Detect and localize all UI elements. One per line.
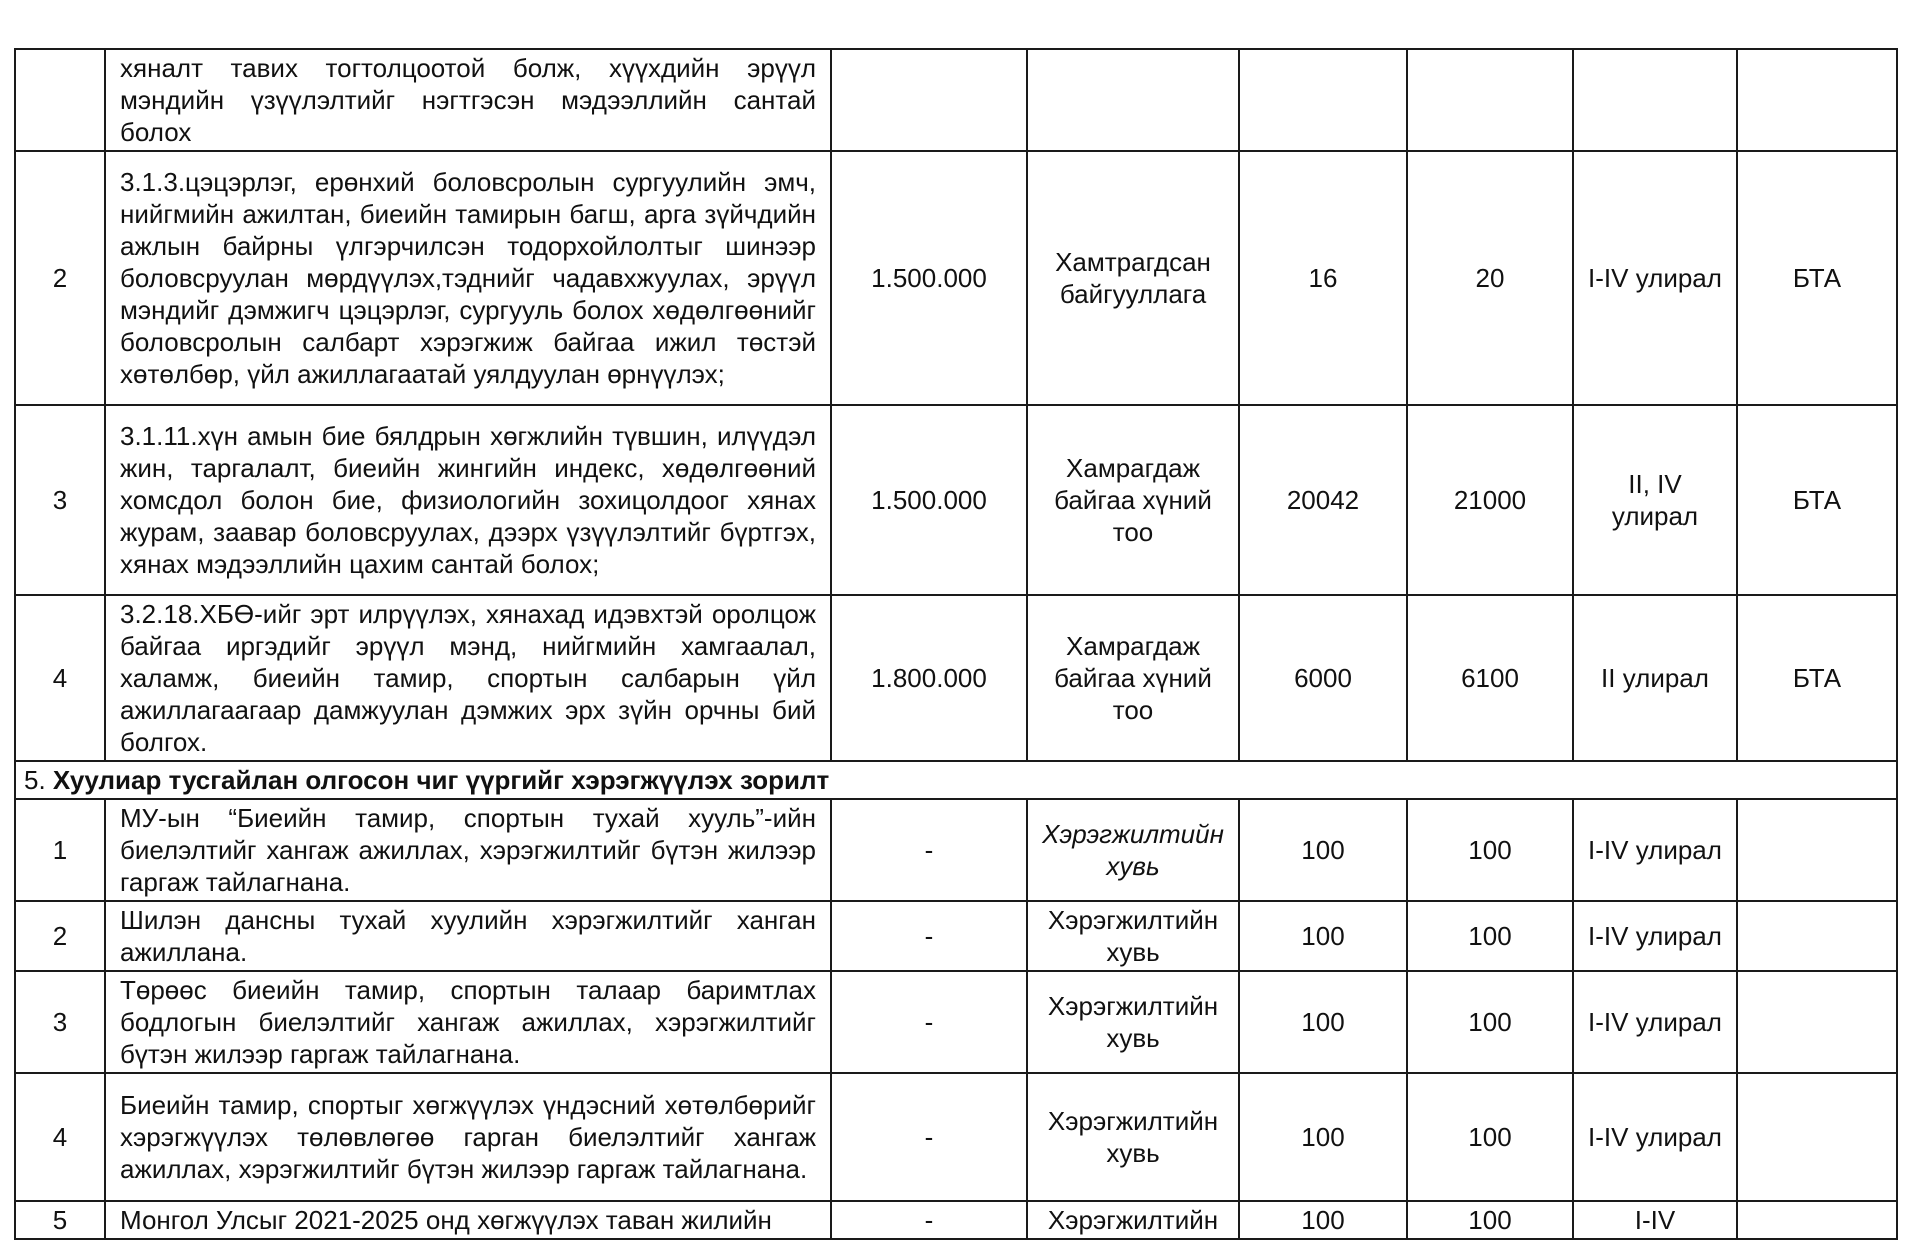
activity-description-cell: Монгол Улсыг 2021-2025 онд хөгжүүлэх таван жилийн [105, 1201, 831, 1239]
budget-amount-cell: - [831, 901, 1027, 971]
performance-indicator-cell: Хэрэгжилтийн хувь [1027, 901, 1239, 971]
responsible-unit-cell: БТА [1737, 405, 1897, 595]
timeline-cell: II, IV улирал [1573, 405, 1737, 595]
section-title: Хуулиар тусгайлан олгосон чиг үүргийг хэрэгжүүлэх зорилт [52, 765, 830, 795]
section-number: 5. [24, 765, 53, 795]
responsible-unit-cell [1737, 1201, 1897, 1239]
target-value-cell: 100 [1407, 901, 1573, 971]
performance-indicator-cell: Хэрэгжилтийн [1027, 1201, 1239, 1239]
row-number-cell: 4 [15, 1073, 105, 1201]
baseline-value-cell: 100 [1239, 971, 1407, 1073]
table-row [15, 971, 1897, 1073]
row-number-cell: 4 [15, 595, 105, 761]
row-number-cell: 1 [15, 799, 105, 901]
row-number-cell: 5 [15, 1201, 105, 1239]
performance-indicator-cell: Хамрагдаж байгаа хүний тоо [1027, 595, 1239, 761]
baseline-value-cell [1239, 49, 1407, 151]
responsible-unit-cell: БТА [1737, 595, 1897, 761]
target-value-cell: 100 [1407, 799, 1573, 901]
performance-indicator-cell: Хэрэгжилтийн хувь [1027, 971, 1239, 1073]
target-value-cell: 20 [1407, 151, 1573, 405]
row-number-cell: 3 [15, 971, 105, 1073]
target-value-cell: 100 [1407, 971, 1573, 1073]
activity-description-cell: Төрөөс биеийн тамир, спортын талаар баримтлах бодлогын биелэлтийг хангаж ажиллах, хэрэгжилтийг бүтэн жилээр гаргаж тайлагнана. [105, 971, 831, 1073]
table-row [15, 595, 1897, 761]
responsible-unit-cell [1737, 1073, 1897, 1201]
responsible-unit-cell [1737, 901, 1897, 971]
timeline-cell: I-IV улирал [1573, 971, 1737, 1073]
table-row [15, 799, 1897, 901]
performance-indicator-cell: Хамтрагдсан байгууллага [1027, 151, 1239, 405]
target-value-cell: 100 [1407, 1201, 1573, 1239]
baseline-value-cell: 20042 [1239, 405, 1407, 595]
activity-description-cell: МУ-ын “Биеийн тамир, спортын тухай хууль”-ийн биелэлтийг хангаж ажиллах, хэрэгжилтийг бүтэн жилээр гаргаж тайлагнана. [105, 799, 831, 901]
performance-indicator-cell: Хамрагдаж байгаа хүний тоо [1027, 405, 1239, 595]
table-row [15, 151, 1897, 405]
section-header [15, 761, 1897, 799]
responsible-unit-cell [1737, 799, 1897, 901]
target-value-cell [1407, 49, 1573, 151]
row-number-cell: 2 [15, 901, 105, 971]
timeline-cell: II улирал [1573, 595, 1737, 761]
budget-amount-cell: 1.500.000 [831, 151, 1027, 405]
document-page [14, 48, 1896, 1240]
budget-amount-cell [831, 49, 1027, 151]
table-row [15, 1073, 1897, 1201]
row-number-cell: 3 [15, 405, 105, 595]
responsible-unit-cell: БТА [1737, 151, 1897, 405]
budget-amount-cell: 1.800.000 [831, 595, 1027, 761]
table-row [15, 405, 1897, 595]
row-number-cell [15, 49, 105, 151]
target-value-cell: 6100 [1407, 595, 1573, 761]
budget-amount-cell: - [831, 1201, 1027, 1239]
timeline-cell: I-IV улирал [1573, 1073, 1737, 1201]
baseline-value-cell: 100 [1239, 1201, 1407, 1239]
activity-description-cell: Биеийн тамир, спортыг хөгжүүлэх үндэсний хөтөлбөрийг хэрэгжүүлэх төлөвлөгөө гарган биелэлтийг хангаж ажиллах, хэрэгжилтийг бүтэн жилээр гаргаж тайлагнана. [105, 1073, 831, 1201]
table-row [15, 1201, 1897, 1239]
responsible-unit-cell [1737, 971, 1897, 1073]
activity-description-cell: 3.1.11.хүн амын бие бялдрын хөгжлийн түвшин, илүүдэл жин, таргалалт, биеийн жингийн индекс, хөдөлгөөний хомсдол болон бие, физиологийн зохицолдоог хянах журам, заавар боловсруулах, дээрх үзүүлэлтийг бүртгэх, хянах мэдээллийн цахим сантай болох; [105, 405, 831, 595]
table-row [15, 901, 1897, 971]
activity-description-cell: Шилэн дансны тухай хуулийн хэрэгжилтийг ханган ажиллана. [105, 901, 831, 971]
activity-description-cell: 3.1.3.цэцэрлэг, ерөнхий боловсролын сургуулийн эмч, нийгмийн ажилтан, биеийн тамирын багш, арга зүйчдийн ажлын байрны үлгэрчилсэн тодорхойлолтыг шинээр боловсруулан мөрдүүлэх,тэднийг чадавхжуулах, эрүүл мэндийг дэмжигч цэцэрлэг, сургууль болох хөдөлгөөнийг боловсролын салбарт хэрэгжиж байгаа ижил төстэй хөтөлбөр, үйл ажиллагаатай уялдуулан өрнүүлэх; [105, 151, 831, 405]
budget-amount-cell: - [831, 971, 1027, 1073]
timeline-cell: I-IV улирал [1573, 901, 1737, 971]
budget-amount-cell: 1.500.000 [831, 405, 1027, 595]
responsible-unit-cell [1737, 49, 1897, 151]
target-value-cell: 21000 [1407, 405, 1573, 595]
action-plan-table [14, 48, 1898, 1240]
section-header-row [15, 761, 1897, 799]
timeline-cell: I-IV [1573, 1201, 1737, 1239]
baseline-value-cell: 100 [1239, 1073, 1407, 1201]
budget-amount-cell: - [831, 799, 1027, 901]
performance-indicator-cell [1027, 49, 1239, 151]
performance-indicator-cell: Хэрэгжилтийн хувь [1027, 799, 1239, 901]
activity-description-cell: хяналт тавих тогтолцоотой болж, хүүхдийн эрүүл мэндийн үзүүлэлтийг нэгтгэсэн мэдээллийн сантай болох [105, 49, 831, 151]
performance-indicator-cell: Хэрэгжилтийн хувь [1027, 1073, 1239, 1201]
row-number-cell: 2 [15, 151, 105, 405]
budget-amount-cell: - [831, 1073, 1027, 1201]
timeline-cell [1573, 49, 1737, 151]
activity-description-cell: 3.2.18.ХБӨ-ийг эрт илрүүлэх, хянахад идэвхтэй оролцож байгаа иргэдийг эрүүл мэнд, нийгмийн хамгаалал, халамж, биеийн тамир, спортын салбарын үйл ажиллагаагаар дамжуулан дэмжих эрх зүйн орчны бий болгох. [105, 595, 831, 761]
baseline-value-cell: 100 [1239, 901, 1407, 971]
table-row [15, 49, 1897, 151]
baseline-value-cell: 100 [1239, 799, 1407, 901]
baseline-value-cell: 16 [1239, 151, 1407, 405]
target-value-cell: 100 [1407, 1073, 1573, 1201]
timeline-cell: I-IV улирал [1573, 799, 1737, 901]
baseline-value-cell: 6000 [1239, 595, 1407, 761]
timeline-cell: I-IV улирал [1573, 151, 1737, 405]
